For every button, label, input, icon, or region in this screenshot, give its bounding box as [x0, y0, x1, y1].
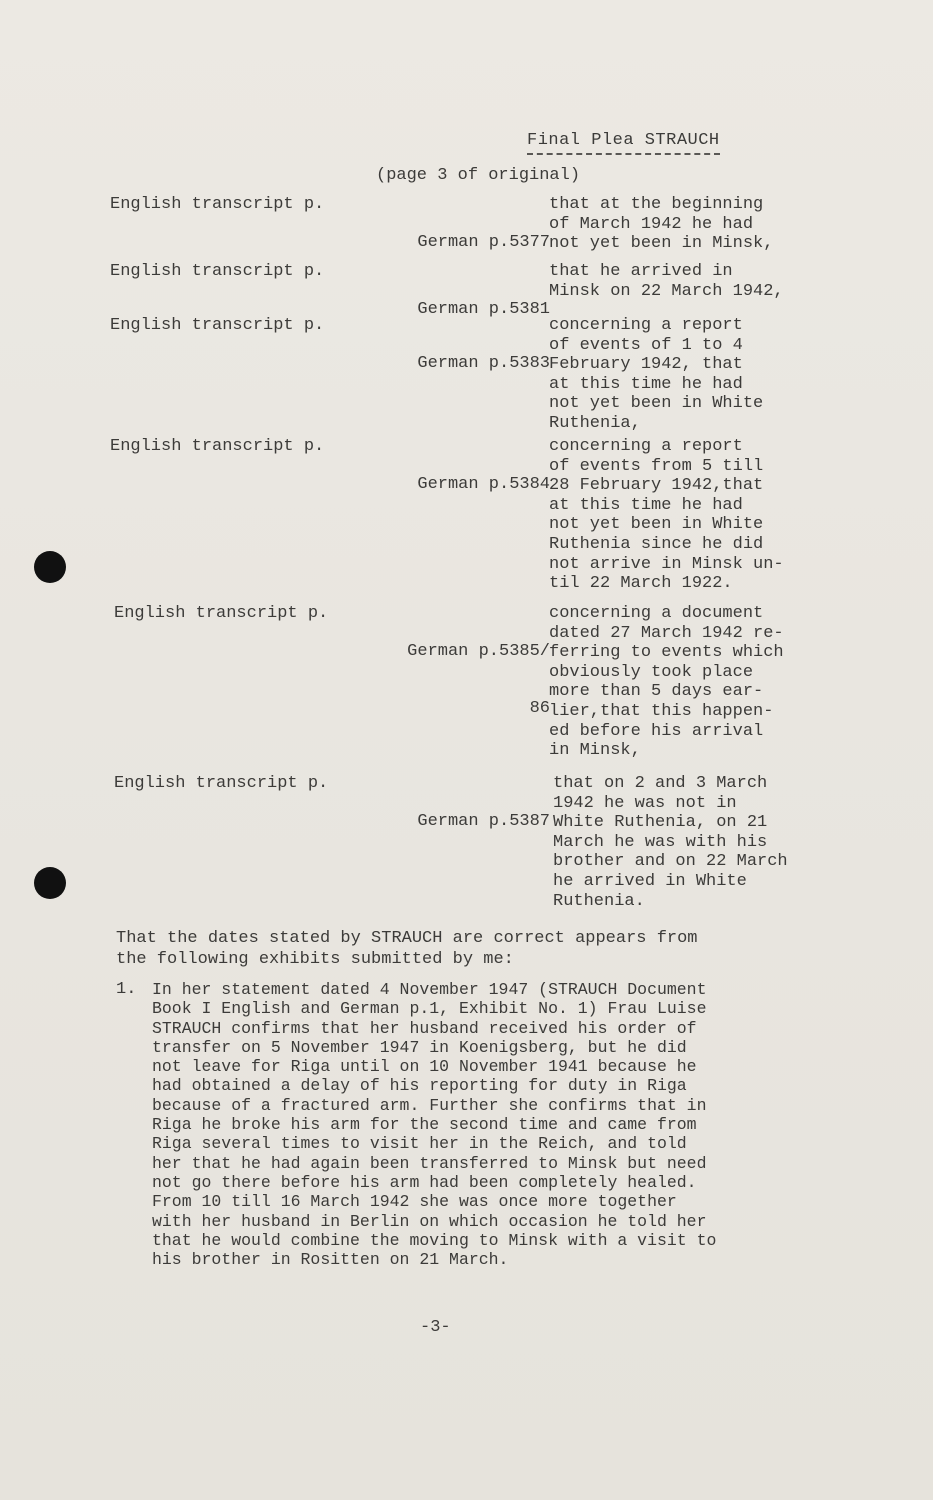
page-number: -3-	[420, 1318, 451, 1337]
english-transcript-ref: English transcript p.	[110, 262, 325, 281]
german-page-ref: German p.5377	[417, 233, 550, 252]
german-page-ref: German p.5387	[417, 812, 550, 831]
entry-text: concerning a report of events from 5 till 28 February 1942,that at this time he had not yet been in White Ruthenia since he did not arrive in Minsk un- til 22 March 1922.	[549, 437, 784, 594]
german-page-ref: German p.5383	[417, 354, 550, 373]
item-number: 1.	[116, 980, 137, 999]
english-transcript-ref: English transcript p.	[110, 316, 325, 335]
item-paragraph: In her statement dated 4 November 1947 (STRAUCH Document Book I English and German p.1, Exhibit No. 1) Frau Luise STRAUCH confirms that her husband received his order of transfer on 5 November 1947 in Koenigsberg, but he did not leave for Riga until on 10 November 1941 because he had obtained a delay of his reporting for duty in Riga because of a fractured arm. Further she confirms that in Riga he broke his arm for the second time and came from Riga several times to visit her in the Reich, and told her that he had again been transferred to Minsk but need not go there before his arm had been completely healed. From 10 till 16 March 1942 she was once more together with her husband in Berlin on which occasion he told her that he would combine the moving to Minsk with a visit to his brother in Rositten on 21 March.	[152, 980, 717, 1270]
entry-text: that at the beginning of March 1942 he had not yet been in Minsk,	[549, 195, 774, 254]
page-title: Final Plea STRAUCH	[527, 131, 720, 155]
entry-text: that on 2 and 3 March 1942 he was not in White Ruthenia, on 21 March he was with his brother and on 22 March he arrived in White Ruthenia.	[553, 774, 788, 911]
entry-text: concerning a report of events of 1 to 4 February 1942, that at this time he had not yet been in White Ruthenia,	[549, 316, 764, 433]
punch-hole	[34, 551, 66, 583]
english-transcript-ref: English transcript p.	[110, 437, 325, 456]
intro-paragraph: That the dates stated by STRAUCH are correct appears from the following exhibits submitted by me:	[116, 929, 698, 969]
punch-hole	[34, 867, 66, 899]
entry-text: concerning a document dated 27 March 1942 re- ferring to events which obviously took place more than 5 days ear- lier,that this happen- ed before his arrival in Minsk,	[549, 604, 784, 761]
german-page-ref: German p.5384	[417, 475, 550, 494]
english-transcript-ref: English transcript p.	[114, 774, 329, 793]
german-page-ref: German p.5385/ 86	[407, 642, 550, 718]
english-transcript-ref: English transcript p.	[110, 195, 325, 214]
entry-text: that he arrived in Minsk on 22 March 1942,	[549, 262, 784, 301]
german-page-ref: German p.5381	[417, 300, 550, 319]
page-subtitle: (page 3 of original)	[376, 166, 581, 185]
english-transcript-ref: English transcript p.	[114, 604, 329, 623]
